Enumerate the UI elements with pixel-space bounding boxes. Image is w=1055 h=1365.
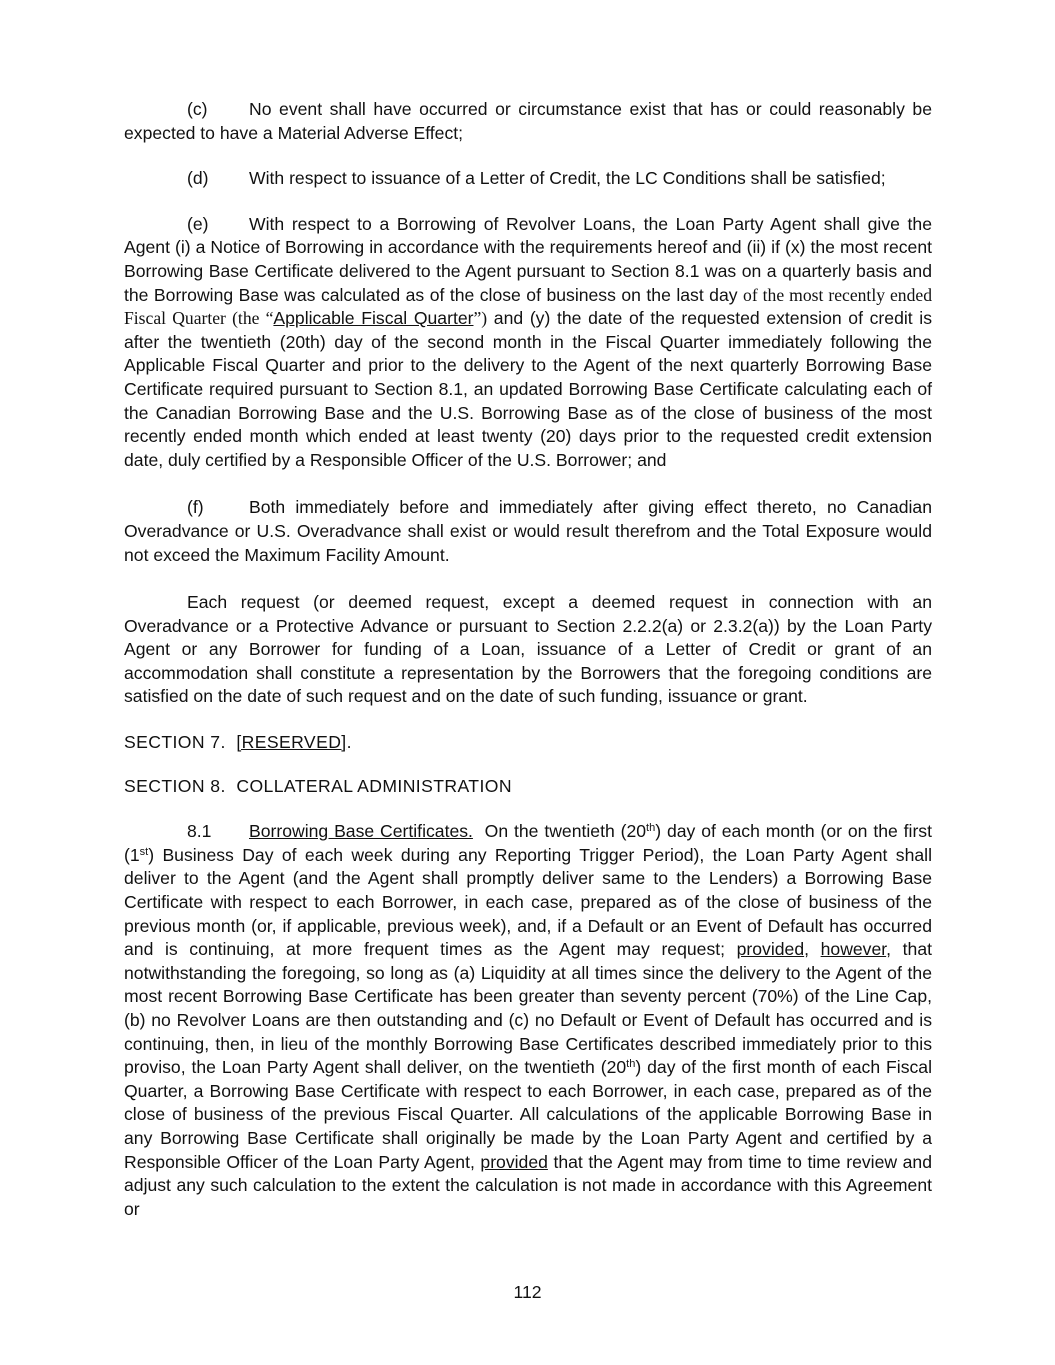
section-suffix: .: [346, 732, 352, 753]
close-quote: ”): [473, 308, 488, 329]
clause-text: Both immediately before and immediately after giving effect thereto, no Canadian Overadvance or U.S. Overadvance shall exist or would result therefrom and the Total Exposure would not exceed the Maximum Facility Amount.: [124, 497, 932, 565]
section-7-title: [RESERVED]: [236, 732, 347, 753]
paragraph-text: , that notwithstanding the foregoing, so long as (a) Liquidity at all times since the delivery to the Agent of the most recent Borrowing Base Certificate has been greater than seventy percent (70%) of the Line Cap, (b) no Revolver Loans are then outstanding and (c) no Default or Event of Default has occurred and is continuing, then, in lieu of the monthly Borrowing Base Certificates described immediately prior to this proviso, the Loan Party Agent shall deliver, on the twentieth (20: [124, 939, 932, 1078]
section-8-1-paragraph: [124, 820, 932, 1221]
each-request-paragraph: Each request (or deemed request, except a deemed request in connection with an Overadvance or a Protective Advance or pursuant to Section 2.2.2(a) or 2.3.2(a)) by the Loan Party Agent or any Borrower for funding of a Loan, issuance of a Letter of Credit or grant of an accommodation shall constitute a representation by the Borrowers that the foregoing conditions are satisfied on the date of such request and on the date of such funding, issuance or grant.: [124, 592, 932, 707]
clause-label: (f): [187, 497, 204, 518]
document-page: [124, 98, 932, 1221]
clause-text: and (y) the date of the requested extension of credit is after the twentieth (20th) day of the second month in the Fiscal Quarter immediately following the Applicable Fiscal Quarter and prior to the delivery to the Agent of the next quarterly Borrowing Base Certificate required pursuant to Section 8.1, an updated Borrowing Base Certificate calculating each of the Canadian Borrowing Base and the U.S. Borrowing Base as of the close of business of the most recently ended month which ended at least twenty (20) days prior to the requested credit extension date, duly certified by a Responsible Officer of the U.S. Borrower; and: [124, 308, 933, 470]
section-prefix: SECTION 7.: [124, 732, 226, 753]
clause-text: With respect to a Borrowing of Revolver Loans, the Loan Party Agent shall give the Agent (i) a Notice of Borrowing in accordance with the requirements hereof and (ii) if (x) the most recent Borrowing Base Certificate delivered to the Agent pursuant to Section 8.1 was on a quarterly basis and the Borrowing Base was calculated as of the close of business on the last day: [124, 213, 932, 305]
clause-label: (d): [187, 168, 209, 189]
clause-label: (c): [187, 99, 208, 119]
section-7-heading: [124, 731, 932, 755]
provided-term: provided: [736, 939, 805, 960]
clause-text-serif: of the most recently ended Fiscal Quarter (the “: [124, 284, 932, 329]
clause-d: [124, 167, 932, 191]
section-8-title: COLLATERAL ADMINISTRATION: [236, 775, 512, 796]
page-number: 112: [513, 1282, 542, 1302]
paragraph-text: On the twentieth (20: [484, 821, 647, 842]
clause-e: [124, 213, 932, 473]
paragraph-text: ,: [804, 939, 821, 960]
superscript: st: [139, 845, 149, 858]
section-8-heading: [124, 775, 932, 799]
defined-term-applicable-fiscal-quarter: Applicable Fiscal Quarter: [273, 308, 474, 329]
clause-label: (e): [187, 213, 209, 234]
provided-term: provided: [480, 1151, 548, 1172]
superscript: th: [626, 1058, 636, 1071]
section-prefix: SECTION 8.: [124, 775, 226, 796]
clause-text: With respect to issuance of a Letter of Credit, the LC Conditions shall be satisfied;: [249, 168, 886, 189]
clause-f: [124, 496, 932, 567]
paragraph-text: ) Business Day of each week during any Reporting Trigger Period), the Loan Party Agent shall deliver to the Agent (and the Agent shall promptly deliver same to the Lenders) a Borrowing Base Certificate with respect to each Borrower, in each case, prepared as of the close of business of the previous month (or, if applicable, previous week), and, if a Default or an Event of Default has occurred and is continuing, at more frequent times as the Agent may request;: [124, 844, 932, 960]
however-term: however: [820, 939, 887, 960]
clause-c: [124, 98, 932, 145]
paragraph-text: ) day of the first month of each Fiscal Quarter, a Borrowing Base Certificate with respect to each Borrower, in each case, prepared as of the close of business of the previous Fiscal Quarter. All calculations of the applicable Borrowing Base in any Borrowing Base Certificate shall originally be made by the Loan Party Agent and certified by a Responsible Officer of the Loan Party Agent,: [124, 1057, 932, 1172]
paragraph-text: that the Agent may from time to time review and adjust any such calculation to the extent the calculation is not made in accordance with this Agreement or: [124, 1151, 932, 1219]
superscript: th: [646, 822, 656, 835]
clause-text: No event shall have occurred or circumstance exist that has or could reasonably be expected to have a Material Adverse Effect;: [124, 99, 932, 143]
section-8-1-heading: Borrowing Base Certificates.: [249, 821, 473, 842]
section-number: 8.1: [187, 821, 212, 842]
paragraph-text: ) day of each month (or on the first (1: [124, 821, 932, 865]
